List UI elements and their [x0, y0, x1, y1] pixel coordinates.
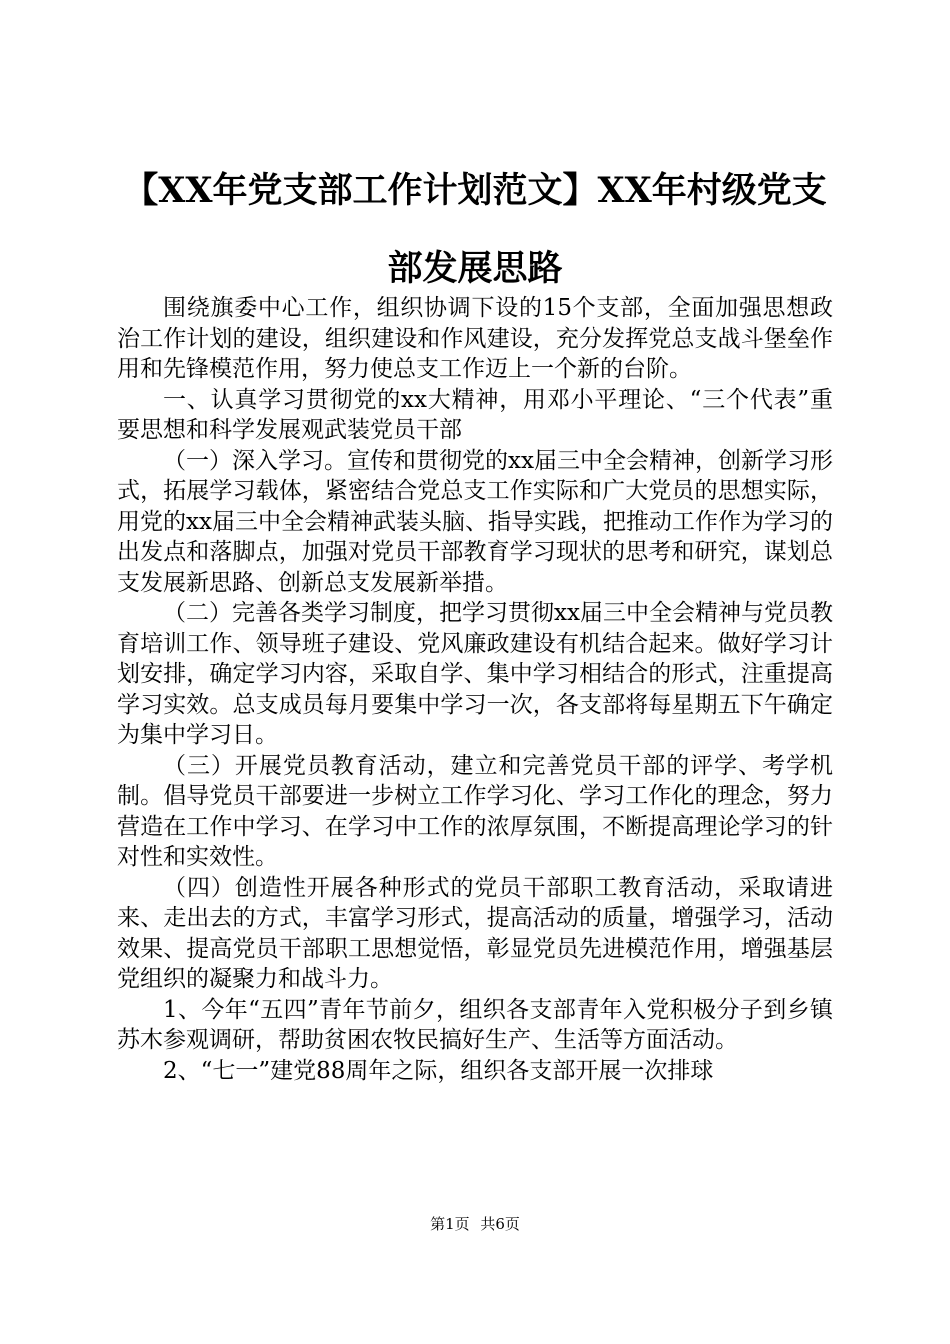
paragraph-item-3: （三）开展党员教育活动，建立和完善党员干部的评学、考学机制。倡导党员干部要进一步树立工作学习化、学习工作化的理念，努力营造在工作中学习、在学习中工作的浓厚氛围，不断提高理论学习的针对性和实效性。 [117, 752, 833, 870]
paragraph-item-4: （四）创造性开展各种形式的党员干部职工教育活动，采取请进来、走出去的方式，丰富学习形式，提高活动的质量，增强学习，活动效果、提高党员干部职工思想觉悟，彰显党员先进模范作用，增强基层党组织的凝聚力和战斗力。 [117, 874, 833, 992]
paragraph-section-1: 一、认真学习贯彻党的xx大精神，用邓小平理论、“三个代表”重要思想和科学发展观武装党员干部 [117, 386, 833, 443]
paragraph-item-2: （二）完善各类学习制度，把学习贯彻xx届三中全会精神与党员教育培训工作、领导班子建设、党风廉政建设有机结合起来。做好学习计划安排，确定学习内容，采取自学、集中学习相结合的形式，注重提高学习实效。总支成员每月要集中学习一次，各支部将每星期五下午确定为集中学习日。 [117, 600, 833, 748]
paragraph-activity-2: 2、“七一”建党88周年之际，组织各支部开展一次排球 [163, 1057, 714, 1084]
paragraph-intro: 围绕旗委中心工作，组织协调下设的15个支部，全面加强思想政治工作计划的建设，组织建设和作风建设，充分发挥党总支战斗堡垒作用和先锋模范作用，努力使总支工作迈上一个新的台阶。 [117, 295, 833, 382]
paragraph-activity-1: 1、今年“五四”青年节前夕，组织各支部青年入党积极分子到乡镇苏木参观调研，帮助贫困农牧民搞好生产、生活等方面活动。 [117, 996, 833, 1053]
document-title: 【XX年党支部工作计划范文】XX年村级党支部发展思路 [123, 170, 827, 289]
paragraph-item-1: （一）深入学习。宣传和贯彻党的xx届三中全会精神，创新学习形式，拓展学习载体，紧密结合党总支工作实际和广大党员的思想实际，用党的xx届三中全会精神武装头脑、指导实践，把推动工作作为学习的出发点和落脚点，加强对党员干部教育学习现状的思考和研究，谋划总支发展新思路、创新总支发展新举措。 [117, 447, 833, 596]
page-number-total: 共6页 [480, 1215, 520, 1233]
page-number-current: 第1页 [430, 1215, 470, 1233]
page-footer [0, 1214, 950, 1234]
document-body [117, 293, 833, 1086]
